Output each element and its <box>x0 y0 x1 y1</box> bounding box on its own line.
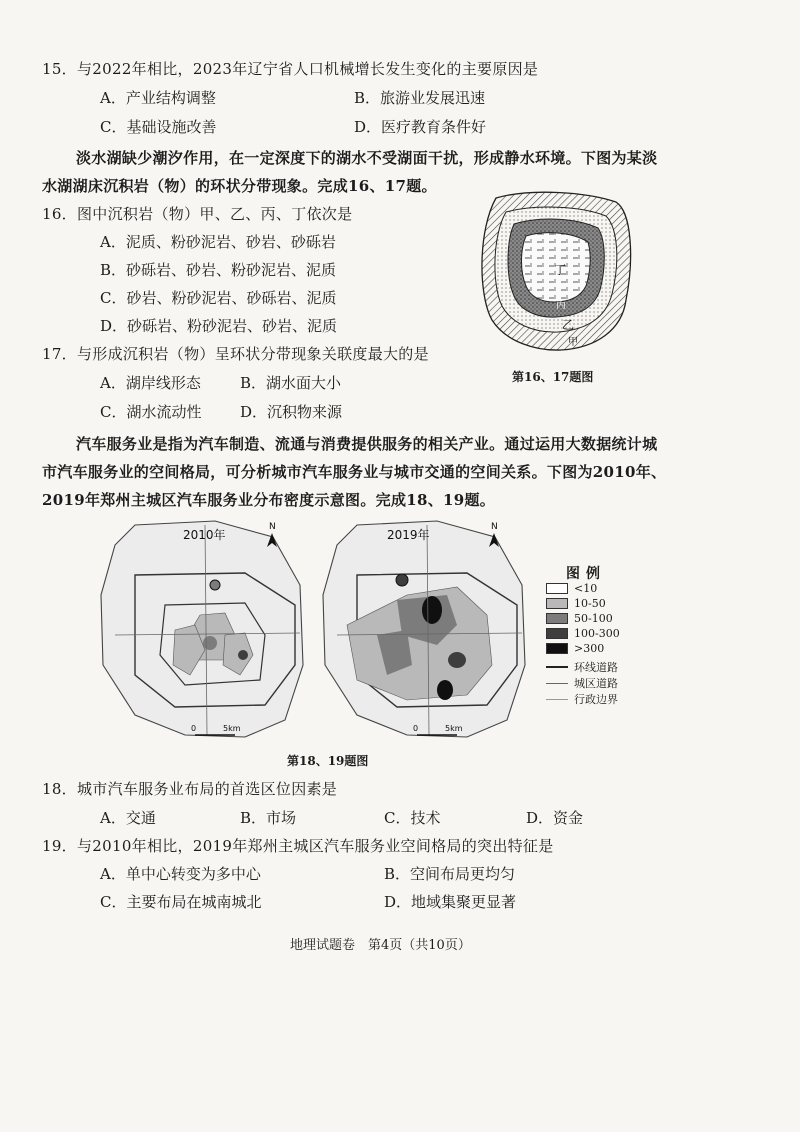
legend-line-admin-boundary <box>546 699 568 700</box>
legend-row-ring-road <box>546 659 618 675</box>
map-2010 <box>101 521 303 737</box>
question-17-option-c: C．湖水流动性 <box>100 403 202 421</box>
legend-swatch-1 <box>546 583 568 594</box>
question-15-option-a: A．产业结构调整 <box>100 89 216 107</box>
lake-label-ding: 丁 <box>554 263 567 277</box>
zhengzhou-density-maps <box>95 515 535 747</box>
question-19-option-a: A．单中心转变为多中心 <box>100 865 261 883</box>
legend-line-city-road <box>546 683 568 684</box>
question-17-stem: 17．与形成沉积岩（物）呈环状分带现象关联度最大的是 <box>42 345 429 363</box>
question-17-option-b: B．湖水面大小 <box>240 374 342 392</box>
question-18-option-d: D．资金 <box>526 809 584 827</box>
map-2010-node <box>210 580 220 590</box>
question-15-stem: 15．与2022年相比，2023年辽宁省人口机械增长发生变化的主要原因是 <box>42 60 539 78</box>
legend-label-admin-boundary: 行政边界 <box>574 693 618 706</box>
intro-16-17-line-2: 水湖湖床沉积岩（物）的环状分带现象。完成16、17题。 <box>42 177 437 195</box>
question-17-option-a: A．湖岸线形态 <box>100 374 201 392</box>
question-19-option-c: C．主要布局在城南城北 <box>100 893 262 911</box>
legend-row-5 <box>546 642 604 655</box>
map-figure-caption: 第18、19题图 <box>287 754 369 768</box>
legend-label-3: 50-100 <box>574 612 613 625</box>
map-2019-scale-label: 5km <box>445 724 463 733</box>
question-16-option-a: A．泥质、粉砂泥岩、砂岩、砂砾岩 <box>100 233 336 251</box>
question-19-option-d: D．地域集聚更显著 <box>384 893 517 911</box>
map-2019-node <box>396 574 408 586</box>
legend-label-2: 10-50 <box>574 597 606 610</box>
lake-label-yi: 乙 <box>562 318 575 332</box>
legend-swatch-4 <box>546 628 568 639</box>
map-2010-title: 2010年 <box>183 528 226 542</box>
legend-label-5: >300 <box>574 642 605 655</box>
question-18-option-b: B．市场 <box>240 809 297 827</box>
legend-label-4: 100-300 <box>574 627 620 640</box>
lake-label-jia: 甲 <box>568 337 578 348</box>
intro-16-17-line-1: 淡水湖缺少潮汐作用，在一定深度下的湖水不受湖面干扰，形成静水环境。下图为某淡 <box>76 149 658 167</box>
legend-row-4 <box>546 627 620 640</box>
lake-label-bing: 丙 <box>556 300 566 311</box>
question-16-option-d: D．砂砾岩、粉砂泥岩、砂岩、泥质 <box>100 317 338 335</box>
question-15-option-d: D．医疗教育条件好 <box>354 118 487 136</box>
map-2010-scale-zero: 0 <box>191 724 197 733</box>
map-2019-density-100-300 <box>448 652 466 668</box>
map-2019-north-label: N <box>491 522 498 532</box>
map-2019-density-over-300-b <box>437 680 453 700</box>
legend-title: 图例 <box>566 566 606 582</box>
question-16-option-c: C．砂岩、粉砂泥岩、砂砾岩、泥质 <box>100 289 337 307</box>
legend-row-2 <box>546 597 606 610</box>
question-15-option-b: B．旅游业发展迅速 <box>354 89 486 107</box>
map-2010-north-label: N <box>269 522 276 532</box>
map-2019-title: 2019年 <box>387 528 430 542</box>
legend-row-city-road <box>546 675 618 691</box>
page-footer: 地理试题卷 第4页（共10页） <box>290 938 471 953</box>
legend-label-city-road: 城区道路 <box>574 677 618 690</box>
map-2010-density-50-100 <box>203 636 217 650</box>
question-18-option-a: A．交通 <box>100 809 156 827</box>
intro-18-19-line-1: 汽车服务业是指为汽车制造、流通与消费提供服务的相关产业。通过运用大数据统计城 <box>76 435 658 453</box>
legend-row-1 <box>546 582 597 595</box>
legend-swatch-3 <box>546 613 568 624</box>
legend-row-admin-boundary <box>546 691 618 707</box>
question-15-option-c: C．基础设施改善 <box>100 118 217 136</box>
legend-line-ring-road <box>546 666 568 668</box>
question-17-option-d: D．沉积物来源 <box>240 403 343 421</box>
map-2019 <box>323 521 525 737</box>
map-2010-scale-label: 5km <box>223 724 241 733</box>
question-16-stem: 16．图中沉积岩（物）甲、乙、丙、丁依次是 <box>42 205 353 223</box>
intro-18-19-line-3: 2019年郑州主城区汽车服务业分布密度示意图。完成18、19题。 <box>42 491 496 509</box>
question-18-option-c: C．技术 <box>384 809 441 827</box>
question-19-option-b: B．空间布局更均匀 <box>384 865 516 883</box>
legend-label-ring-road: 环线道路 <box>574 661 618 674</box>
legend-swatch-5 <box>546 643 568 654</box>
intro-18-19-line-2: 市汽车服务业的空间格局，可分析城市汽车服务业与城市交通的空间关系。下图为2010年、 <box>42 463 667 481</box>
lake-sediment-figure <box>476 190 636 355</box>
lake-figure-caption: 第16、17题图 <box>512 370 594 384</box>
map-2010-density-100-300 <box>238 650 248 660</box>
map-2019-density-over-300 <box>422 596 442 624</box>
map-2019-scale-zero: 0 <box>413 724 419 733</box>
legend-swatch-2 <box>546 598 568 609</box>
question-16-option-b: B．砂砾岩、砂岩、粉砂泥岩、泥质 <box>100 261 337 279</box>
question-18-stem: 18．城市汽车服务业布局的首选区位因素是 <box>42 780 338 798</box>
question-19-stem: 19．与2010年相比，2019年郑州主城区汽车服务业空间格局的突出特征是 <box>42 837 554 855</box>
legend-row-3 <box>546 612 613 625</box>
legend-label-1: <10 <box>574 582 598 595</box>
